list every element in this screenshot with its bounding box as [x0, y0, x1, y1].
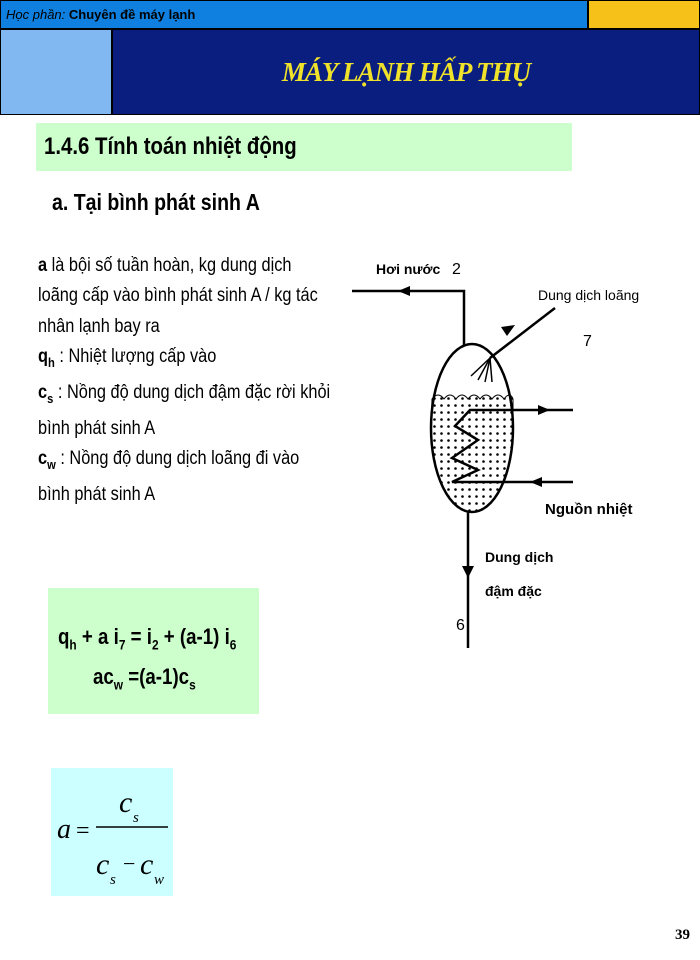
formula-minus: − — [123, 851, 136, 876]
label-point-2: 2 — [452, 261, 461, 278]
dilute-inlet-line — [490, 308, 555, 358]
formula-numerator-sub: s — [133, 810, 139, 826]
def-a-line3: nhân lạnh bay ra — [38, 315, 160, 337]
def-cs-line1: $c_s$ : Nồng độ dung dịch đậm đặc rời khỏi — [38, 381, 331, 406]
course-header — [6, 7, 195, 22]
label-strong-2: đậm đặc — [485, 583, 542, 599]
heat-balance-equation: $q_h + a$ $i_7 = i_2 + (a-1)$ $i_6$ — [58, 624, 237, 653]
formula-den-1: c — [96, 848, 110, 881]
formula-lhs: a — [57, 814, 71, 845]
def-cw-line2: bình phát sinh A — [38, 484, 156, 506]
label-heat-source: Nguồn nhiệt — [545, 501, 633, 518]
page-number: 39 — [675, 927, 690, 943]
mass-balance-equation: $ac_w =(a-1)c_s$ — [93, 664, 196, 693]
label-point-7: 7 — [583, 333, 592, 350]
formula-den-2: c — [140, 848, 154, 881]
course-label: Học phần: — [6, 7, 66, 22]
subsection-heading: a. Tại bình phát sinh A — [52, 189, 260, 215]
heat-in-arrow-icon — [530, 477, 542, 487]
course-name: Chuyên đề máy lạnh — [68, 7, 196, 22]
slide-title: MÁY LẠNH HẤP THỤ — [281, 57, 531, 87]
label-dilute: Dung dịch loãng — [538, 287, 640, 303]
def-a-line2: loãng cấp vào bình phát sinh A / kg tác — [38, 285, 318, 307]
formula-den-1-sub: s — [110, 872, 116, 888]
strong-solution-liquid — [431, 395, 513, 512]
variable-definitions — [38, 251, 330, 511]
header-left-block — [0, 29, 112, 115]
def-cs-line2: bình phát sinh A — [38, 418, 156, 440]
def-qh: $q_h$ : Nhiệt lượng cấp vào — [38, 345, 217, 370]
top-bar-accent — [588, 0, 700, 29]
formula-den-2-sub: w — [154, 872, 165, 888]
section-heading: 1.4.6 Tính toán nhiệt động — [44, 133, 297, 160]
circulation-ratio-formula — [51, 768, 173, 896]
vapor-arrow-icon — [398, 286, 410, 296]
label-vapor: Hơi nước — [376, 261, 441, 277]
generator-diagram — [340, 248, 660, 668]
label-point-6: 6 — [456, 617, 465, 634]
formula-numerator: c — [119, 786, 133, 819]
strong-arrow-icon — [462, 566, 474, 578]
def-a-line1: a là bội số tuần hoàn, kg dung dịch — [38, 255, 292, 276]
label-strong-1: Dung dịch — [485, 549, 554, 565]
def-cw-line1: $c_w$ : Nồng độ dung dịch loãng đi vào — [38, 448, 300, 473]
dilute-arrow-icon — [501, 325, 515, 336]
formula-equals: = — [76, 818, 90, 844]
vapor-outlet-line — [352, 291, 464, 346]
heat-out-arrow-icon — [538, 405, 550, 415]
